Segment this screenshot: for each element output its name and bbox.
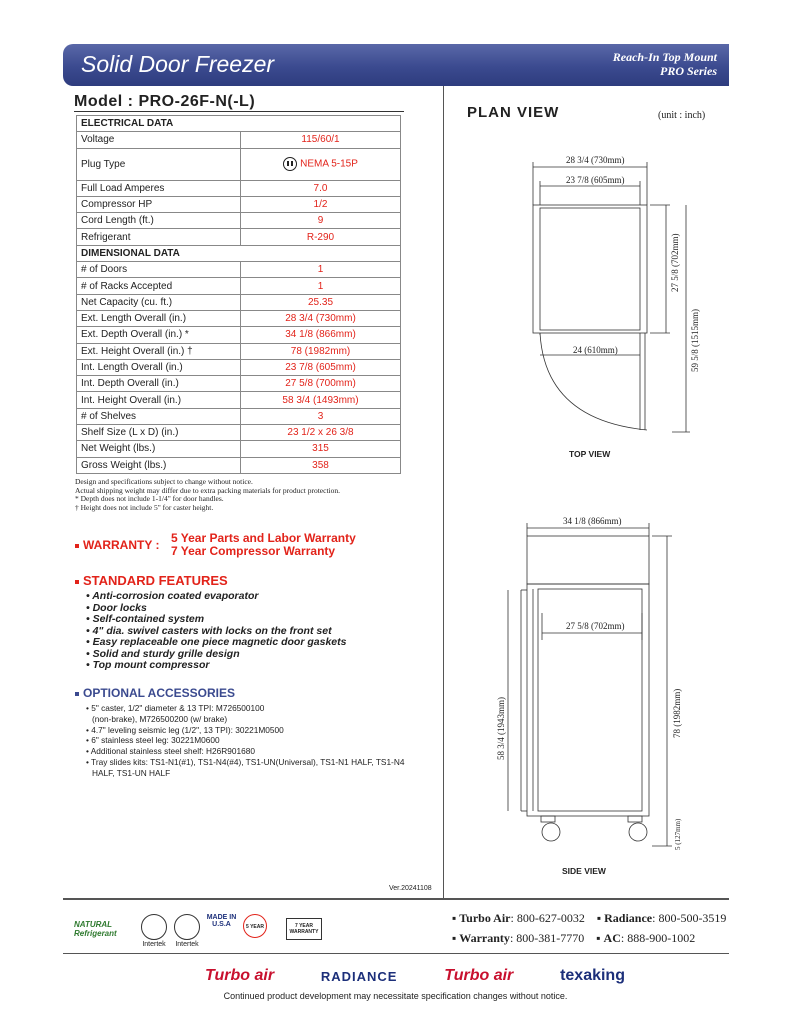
contact-warranty: ▪ Warranty: 800-381-7770 (452, 931, 585, 945)
etl-cert-icon (141, 914, 167, 940)
list-item: • 4" dia. swivel casters with locks on the front set (86, 624, 332, 637)
plug-type-value: NEMA 5-15P (300, 158, 358, 170)
spec-value: 34 1/8 (866mm) (241, 327, 401, 343)
made-in-usa-logo: MADE IN U.S.A (206, 914, 237, 928)
dim-side-depth: 27 5/8 (702mm) (566, 621, 625, 631)
spec-label: Ext. Height Overall (in.) † (77, 343, 241, 359)
page-title: Solid Door Freezer (81, 51, 275, 77)
dim-side-height: 78 (1982mm) (672, 688, 682, 738)
contact-list (452, 908, 726, 948)
warranty-line1: 5 Year Parts and Labor Warranty (171, 531, 356, 545)
spec-value: 23 7/8 (605mm) (241, 359, 401, 375)
contact-turbo-air: ▪ Turbo Air: 800-627-0032 (452, 911, 585, 925)
contact-row (452, 928, 726, 948)
list-item: • Solid and sturdy grille design (86, 647, 240, 660)
list-item: • Self-contained system (86, 613, 205, 625)
spec-value: 58 3/4 (1493mm) (241, 392, 401, 408)
contact-radiance: ▪ Radiance: 800-500-3519 (596, 911, 727, 925)
warranty-label-text: WARRANTY : (83, 538, 160, 552)
spec-label: # of Shelves (77, 408, 241, 424)
list-item: • Additional stainless steel shelf: H26R901680 (86, 746, 255, 757)
dim-side-inner-height: 58 3/4 (1943mm) (496, 697, 506, 760)
spec-label: Plug Type (77, 148, 241, 180)
dim-top-door: 24 (610mm) (573, 345, 618, 355)
spec-value: R-290 (241, 229, 401, 245)
intertek-label-2: Intertek (175, 941, 199, 948)
spec-label: Ext. Length Overall (in.) (77, 310, 241, 326)
spec-label: # of Racks Accepted (77, 278, 241, 294)
turbo-air-logo-2: Turbo air (444, 967, 514, 984)
spec-label: Cord Length (ft.) (77, 213, 241, 229)
spec-value: 27 5/8 (700mm) (241, 376, 401, 392)
spec-label: Gross Weight (lbs.) (77, 457, 241, 473)
contact-row (452, 908, 726, 928)
etl-sanitation-icon (174, 914, 200, 940)
dim-top-depth: 27 5/8 (702mm) (670, 233, 680, 292)
spec-label: Net Capacity (cu. ft.) (77, 294, 241, 310)
spec-value: 1/2 (241, 196, 401, 212)
spec-value: 25.35 (241, 294, 401, 310)
note-line: Actual shipping weight may differ due to extra packing materials for product protection. (75, 485, 340, 495)
dim-side-caster: 5 (127mm) (674, 818, 682, 850)
note-line: * Depth does not include 1-1/4" for door handles. (75, 494, 224, 503)
spec-label: Full Load Amperes (77, 180, 241, 196)
model-title: Model : PRO-26F-N(-L) (74, 93, 256, 110)
spec-label: Ext. Depth Overall (in.) * (77, 327, 241, 343)
spec-value: 7.0 (241, 180, 401, 196)
spec-label: # of Doors (77, 262, 241, 278)
side-view-caption: SIDE VIEW (562, 866, 606, 876)
list-item: • 6" stainless steel leg: 30221M0600 (86, 735, 220, 746)
brand-logos (205, 965, 625, 987)
spec-label: Refrigerant (77, 229, 241, 245)
list-item: • 5" caster, 1/2" diameter & 13 TPI: M726500100 (non-brake), M726500200 (w/ brake) (86, 703, 265, 724)
spec-value: 23 1/2 x 26 3/8 (241, 425, 401, 441)
list-item: • Top mount compressor (86, 659, 210, 671)
unit-label: (unit : inch) (658, 110, 706, 121)
spec-value: 115/60/1 (241, 132, 401, 148)
spec-label: Int. Length Overall (in.) (77, 359, 241, 375)
seven-year-badge-icon: 7 YEAR WARRANTY (286, 918, 322, 940)
spec-value: 1 (241, 262, 401, 278)
five-year-badge-icon: 5 YEAR (243, 914, 267, 938)
top-view-drawing (533, 162, 690, 432)
spec-label: Compressor HP (77, 196, 241, 212)
radiance-logo: RADIANCE (320, 968, 398, 984)
standard-features-title: STANDARD FEATURES (83, 573, 228, 588)
spec-value: 78 (1982mm) (241, 343, 401, 359)
warranty-line2: 7 Year Compressor Warranty (171, 544, 336, 558)
spec-value: 315 (241, 441, 401, 457)
plan-view-title: PLAN VIEW (467, 104, 560, 121)
intertek-label: Intertek (142, 941, 166, 948)
spec-label: Int. Depth Overall (in.) (77, 376, 241, 392)
list-item: • 4.7" leveling seismic leg (1/2", 13 TPI): 30221M0500 (86, 724, 284, 735)
disclaimer: Continued product development may necessitate specification changes without notice. (223, 991, 568, 1001)
note-line: Design and specifications subject to change without notice. (75, 477, 253, 486)
side-view-drawing (508, 523, 672, 846)
dim-top-inner-width: 23 7/8 (605mm) (566, 175, 625, 185)
list-item: • Anti-corrosion coated evaporator (86, 590, 259, 602)
spec-value: 1 (241, 278, 401, 294)
section-dimensional: DIMENSIONAL DATA (77, 245, 401, 261)
contact-ac: ▪ AC: 888-900-1002 (596, 931, 696, 945)
note-line: † Height does not include 5" for caster height. (75, 502, 214, 512)
series-line1: Reach-In Top Mount (612, 50, 717, 64)
spec-value: 358 (241, 457, 401, 473)
natural-refrigerant-logo: NATURAL Refrigerant (74, 920, 117, 938)
spec-label: Net Weight (lbs.) (77, 441, 241, 457)
series-line2: PRO Series (660, 64, 717, 78)
version-label: Ver.20241108 (389, 885, 432, 892)
texaking-logo: texaking (560, 967, 625, 984)
section-electrical: ELECTRICAL DATA (77, 116, 401, 132)
dim-top-depth-open: 59 5/8 (1515mm) (690, 309, 700, 372)
top-view-caption: TOP VIEW (569, 449, 611, 459)
spec-label: Voltage (77, 132, 241, 148)
list-item: • Door locks (86, 601, 147, 614)
spec-value: 28 3/4 (730mm) (241, 310, 401, 326)
list-item: • Easy replaceable one piece magnetic door gaskets (86, 636, 347, 648)
dim-side-width: 34 1/8 (866mm) (563, 516, 622, 526)
list-item: • Tray slides kits: TS1-N1(#1), TS1-N4(#4), TS1-UN(Universal), TS1-N1 HALF, TS1-N4 HALF, TS1-UN HALF (86, 756, 405, 778)
dim-top-width: 28 3/4 (730mm) (566, 155, 625, 165)
spec-value: 9 (241, 213, 401, 229)
spec-label: Shelf Size (L x D) (in.) (77, 425, 241, 441)
optional-accessories-title: OPTIONAL ACCESSORIES (83, 686, 236, 700)
spec-value: 3 (241, 408, 401, 424)
spec-label: Int. Height Overall (in.) (77, 392, 241, 408)
turbo-air-logo: Turbo air (205, 967, 275, 984)
